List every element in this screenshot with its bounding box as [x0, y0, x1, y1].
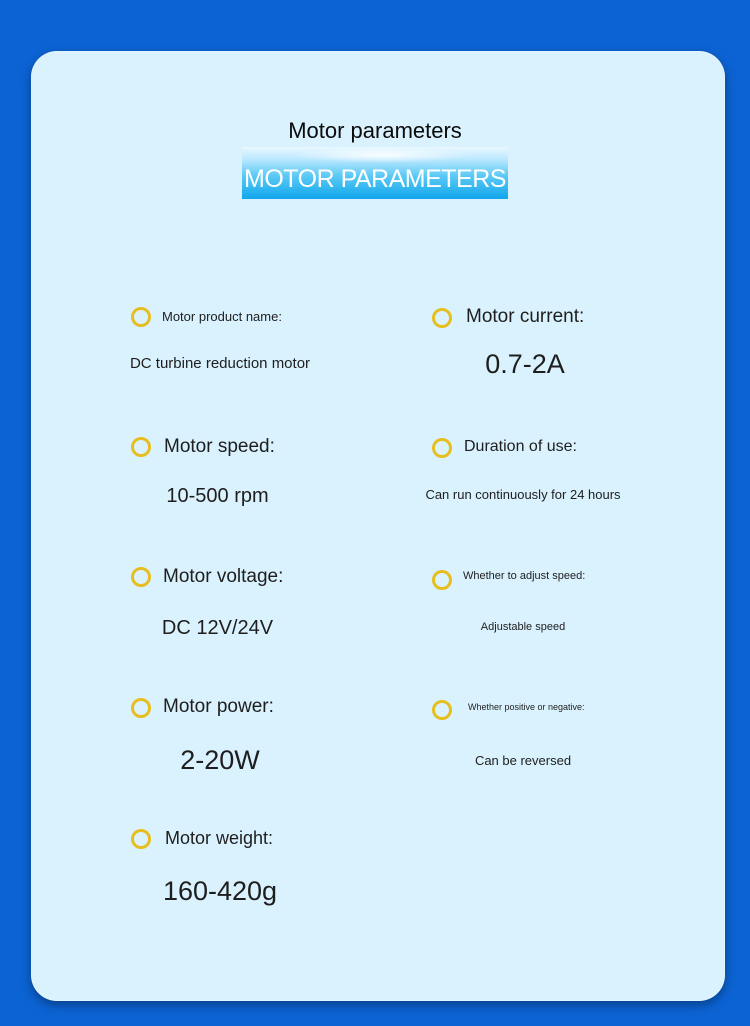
circle-bullet-icon — [432, 570, 452, 590]
param-value: 2-20W — [180, 745, 260, 775]
circle-bullet-icon — [432, 700, 452, 720]
param-label: Duration of use: — [464, 438, 577, 455]
param-value: DC turbine reduction motor — [129, 355, 311, 372]
param-value: DC 12V/24V — [161, 617, 274, 639]
circle-bullet-icon — [432, 438, 452, 458]
circle-bullet-icon — [131, 698, 151, 718]
param-label: Whether positive or negative: — [468, 702, 585, 712]
circle-bullet-icon — [131, 307, 151, 327]
param-label: Whether to adjust speed: — [463, 570, 586, 582]
param-value: Adjustable speed — [480, 621, 566, 633]
circle-bullet-icon — [131, 437, 151, 457]
circle-bullet-icon — [131, 829, 151, 849]
title-banner — [242, 147, 508, 199]
param-value: Can run continuously for 24 hours — [425, 487, 621, 502]
param-label: Motor weight: — [165, 828, 274, 848]
param-label: Motor speed: — [164, 436, 275, 457]
param-label: Motor power: — [163, 696, 274, 717]
param-value: 0.7-2A — [485, 349, 565, 379]
banner-text: MOTOR PARAMETERS — [244, 165, 506, 193]
banner-cloud-decoration — [292, 147, 472, 163]
param-value: Can be reversed — [474, 753, 572, 768]
param-label: Motor current: — [466, 306, 585, 327]
param-value: 160-420g — [162, 876, 278, 906]
page-title: Motor parameters — [288, 118, 462, 143]
param-label: Motor product name: — [162, 309, 282, 324]
param-label: Motor voltage: — [163, 566, 284, 587]
circle-bullet-icon — [131, 567, 151, 587]
param-value: 10-500 rpm — [166, 485, 269, 507]
circle-bullet-icon — [432, 308, 452, 328]
